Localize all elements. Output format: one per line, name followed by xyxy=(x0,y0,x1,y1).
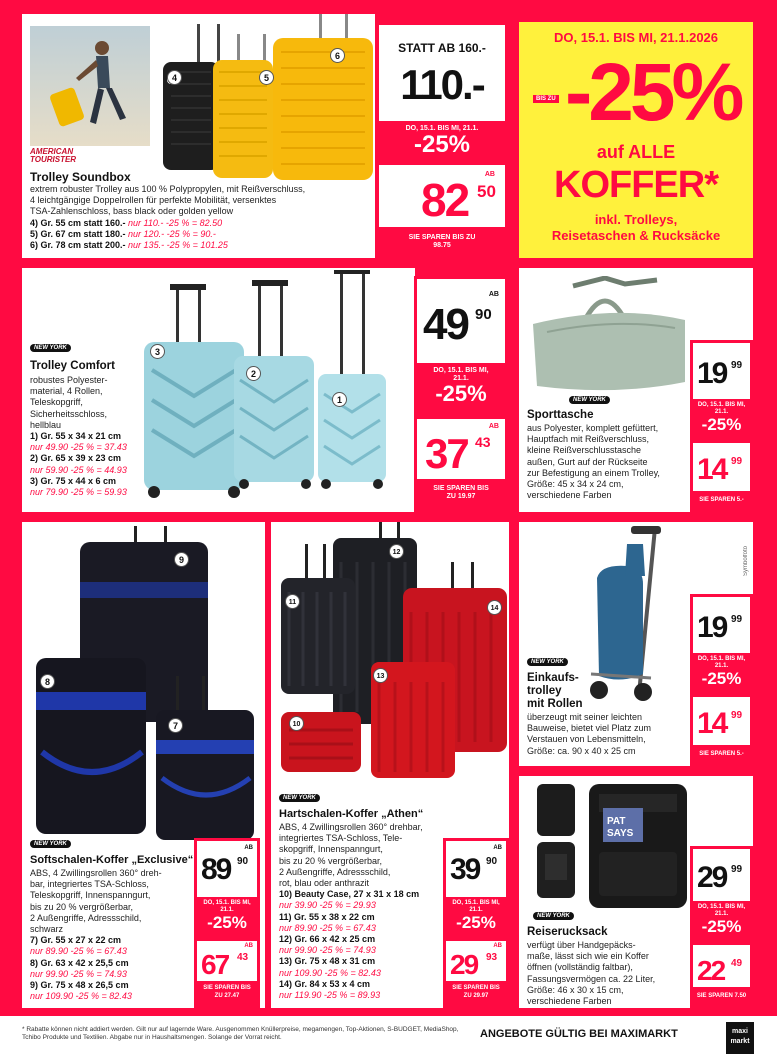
price-main: 89 xyxy=(201,853,231,886)
discount-percent: -25% xyxy=(701,669,742,688)
product-description: robustes Polyester- material, 4 Rollen, Teleskopgriff, Sicherheitsschloss, hellblau 1) Gr. 55 x 34 x 21 cm nur 49.90 -25 % = 37.43 2) Gr. 65 x 39 x 23 cm nur 59.90 -25 % = 44.93 3) Gr. 75 x 44 x 6 cm nur 79.90 -25 % = 59.93 xyxy=(30,375,127,498)
number-badge-14: 14 xyxy=(487,600,502,615)
product-description: ABS, 4 Zwillingsrollen 360° dreh- bar, integriertes TSA-Schloss, Teleskopgriff, Innenspanngurt, bis zu 20 % vergrößerbar, 2 Außengriffe, Adressschild, schwarz 7) Gr. 55 x 27 x 22 cm nur 89.90 -25 % = 67.43 8) Gr. 63 x 42 x 25,5 cm nur 99.90 -25 % = 74.93 9) Gr. 75 x 48 x 26,5 cm nur 109.90 -25 % = 82.43 xyxy=(30,868,162,1002)
price-box-reiserucksack xyxy=(690,846,753,1008)
number-badge-11: 11 xyxy=(285,594,300,609)
sale-price-block: AB 37 43 xyxy=(417,419,505,483)
discount-percent: -25% xyxy=(456,913,496,932)
price-cents: 99 xyxy=(731,614,743,625)
price-cents: 90 xyxy=(475,306,492,323)
sale-price-main: 14 xyxy=(697,707,727,740)
discount-band: DO, 15.1. BIS MI, 21.1. -25% xyxy=(693,901,750,945)
product-title: Sporttasche xyxy=(527,409,594,421)
number-badge-7: 7 xyxy=(168,718,183,733)
maximarkt-logo: maxi markt xyxy=(726,1022,754,1054)
number-badge-12: 12 xyxy=(389,544,404,559)
promo-line2: KOFFER* xyxy=(554,164,718,206)
suitcase-group-softcase-image xyxy=(28,522,264,852)
regular-price-block: AB 49 90 xyxy=(417,279,505,363)
price-main: 39 xyxy=(450,853,480,886)
patch-line2: SAYS xyxy=(607,828,634,839)
number-badge-2: 2 xyxy=(246,366,261,381)
traveler-icon xyxy=(30,26,150,146)
product-title: Softschalen-Koffer „Exclusive“ xyxy=(30,854,194,866)
discount-percent: -25% xyxy=(701,415,742,434)
sale-price-block: AB 67 43 xyxy=(197,941,257,985)
promo-line1: auf ALLE xyxy=(596,142,676,162)
price-box-comfort xyxy=(414,276,508,512)
brand-logo-new-york: NEW YORK xyxy=(30,840,71,848)
price-cents: 90 xyxy=(237,856,249,867)
price-box-soundbox xyxy=(376,22,508,258)
price-box-sporttasche xyxy=(690,340,753,512)
sale-price-main: 37 xyxy=(425,430,468,477)
sale-price-cents: 43 xyxy=(237,952,249,963)
footer-validity: ANGEBOTE GÜLTIG BEI MAXIMARKT xyxy=(480,1028,678,1040)
product-card-trolley-soundbox xyxy=(22,14,375,258)
promo-line4: Reisetaschen & Rucksäcke xyxy=(551,228,721,243)
suitcase-yellow-medium xyxy=(213,34,273,178)
sale-price-block xyxy=(693,945,750,991)
patch-line1: PAT xyxy=(607,816,626,827)
promo-line3: inkl. Trolleys, xyxy=(594,212,678,227)
product-title: Hartschalen-Koffer „Athen“ xyxy=(279,808,424,820)
savings-label: SIE SPAREN BIS ZU 29.97 xyxy=(446,981,506,1005)
regular-price-block xyxy=(693,597,750,653)
suitcase-group-hardcase-image xyxy=(275,522,509,802)
suitcase-yellow-large xyxy=(273,14,373,180)
number-badge-6: 6 xyxy=(330,48,345,63)
savings-label: SIE SPAREN 7.50 xyxy=(693,987,750,1005)
footer-bar xyxy=(0,1016,777,1062)
product-title: Trolley Soundbox xyxy=(30,170,131,184)
sale-price-main: 29 xyxy=(450,949,478,980)
discount-band: DO, 15.1. BIS MI, 21.1. -25% xyxy=(197,897,257,941)
traveler-photo xyxy=(30,26,150,146)
regular-price: 110.- xyxy=(400,61,484,108)
brand-logo-new-york: NEW YORK xyxy=(533,912,574,920)
sale-price-main: 14 xyxy=(697,453,727,486)
product-card-trolley-comfort xyxy=(22,268,415,512)
regular-price-block xyxy=(693,343,750,399)
product-description: überzeugt mit seiner leichten Bauweise, bietet viel Platz zum Verstauen von Lebensmitteln, Größe: ca. 90 x 40 x 25 cm xyxy=(527,712,652,756)
discount-band: DO, 15.1. BIS MI, 21.1. -25% xyxy=(379,121,505,165)
discount-percent: -25% xyxy=(207,913,247,932)
sale-price-cents: 93 xyxy=(486,952,498,963)
discount-band: DO, 15.1. BIS MI, 21.1. -25% xyxy=(417,363,505,419)
savings-label: SIE SPAREN 5.- xyxy=(693,745,750,763)
number-badge-4: 4 xyxy=(167,70,182,85)
suitcase-black xyxy=(163,24,220,170)
sale-price-block: AB 29 93 xyxy=(446,941,506,985)
savings-label: SIE SPAREN BIS ZU 27.47 xyxy=(197,981,257,1005)
price-box-hardcase xyxy=(443,838,509,1008)
brand-logo-new-york: NEW YORK xyxy=(569,396,610,404)
regular-price-block: AB 39 90 xyxy=(446,841,506,897)
sale-price-cents: 49 xyxy=(731,958,743,969)
savings-label: SIE SPAREN BIS ZU 19.97 xyxy=(417,479,505,509)
discount-percent: -25% xyxy=(435,381,487,406)
price-box-einkaufstrolley xyxy=(690,594,753,766)
price-main: 19 xyxy=(697,357,727,390)
product-description: extrem robuster Trolley aus 100 % Polypropylen, mit Reißverschluss, 4 leichtgängige Doppelrollen für perfekte Mobilität, versenktes TSA-Zahlenschloss, bass black oder golden yellow 4) Gr. 55 cm statt 160.- nur 110.- -25 % = 82.50 5) Gr. 67 cm statt 180.- nur 120.- -25 % = 90.- 6) Gr. 78 cm statt 200.- nur 135.- -25 % = 101.25 xyxy=(30,184,306,251)
product-title: Reiserucksack xyxy=(527,926,608,938)
discount-band: DO, 15.1. BIS MI, 21.1. -25% xyxy=(693,399,750,443)
sale-price-block xyxy=(693,697,750,747)
brand-logo-new-york: NEW YORK xyxy=(279,794,320,802)
price-main: 49 xyxy=(423,300,468,349)
number-badge-5: 5 xyxy=(259,70,274,85)
sale-price-block: AB 82 50 xyxy=(379,165,505,231)
brand-logo-new-york: NEW YORK xyxy=(527,658,568,666)
price-cents: 90 xyxy=(486,856,498,867)
footer-disclaimer: * Rabatte können nicht addiert werden. Gilt nur auf lagernde Ware. Ausgenommen Knüllerpreise, megamengen, Top-Aktionen, S-BUDGET, MediaShop, Tchibo Produkte und Textilien. Abgabe nur in Haushaltsmengen. Solange der Vorrat reicht. xyxy=(22,1026,459,1041)
discount-percent: -25% xyxy=(413,131,471,158)
sale-price-main: 82 xyxy=(421,174,469,226)
suitcase-group-comfort-image xyxy=(140,270,412,502)
sale-price-cents: 50 xyxy=(477,182,496,201)
number-badge-13: 13 xyxy=(373,668,388,683)
number-badge-10: 10 xyxy=(289,716,304,731)
statt-label: STATT AB 160.- xyxy=(398,41,486,55)
sale-price-cents: 99 xyxy=(731,710,743,721)
product-description: verfügt über Handgepäcks- maße, lässt sich wie ein Koffer öffnen (vollständig faltbar), Fassungsvermögen ca. 22 Liter, Größe: 46 x 30 x 15 cm, verschiedene Farben xyxy=(527,940,656,1007)
backpack-image xyxy=(525,780,695,910)
price-cents: 99 xyxy=(731,864,743,875)
number-badge-3: 3 xyxy=(150,344,165,359)
discount-percent: -25% xyxy=(701,917,742,936)
discount-band: DO, 15.1. BIS MI, 21.1. -25% xyxy=(446,897,506,941)
number-badge-9: 9 xyxy=(174,552,189,567)
sale-price-main: 22 xyxy=(697,955,725,986)
sale-price-cents: 99 xyxy=(731,456,743,467)
number-badge-8: 8 xyxy=(40,674,55,689)
product-title: Einkaufs- trolley mit Rollen xyxy=(527,672,583,710)
price-main: 19 xyxy=(697,611,727,644)
shopping-trolley-image xyxy=(581,524,691,704)
regular-price-block xyxy=(693,849,750,901)
suitcase-group-soundbox-image xyxy=(157,14,377,189)
promo-dates: DO, 15.1. BIS MI, 21.1.2026 xyxy=(553,30,719,45)
promo-bis-zu: BIS ZU xyxy=(533,95,559,103)
product-title: Trolley Comfort xyxy=(30,360,115,372)
savings-label: SIE SPAREN 5.- xyxy=(693,491,750,509)
savings-label: SIE SPAREN BIS ZU 98.75 xyxy=(379,227,505,255)
price-cents: 99 xyxy=(731,360,743,371)
price-main: 29 xyxy=(697,861,727,894)
symbolfoto-label: Symbolfoto xyxy=(743,546,749,577)
sale-price-block xyxy=(693,443,750,493)
promo-panel xyxy=(519,22,753,258)
product-description: ABS, 4 Zwillingsrollen 360° drehbar, integriertes TSA-Schloss, Tele- skopgriff, Innenspanngurt, bis zu 20 % vergrößerbar, 2 Außengriffe, Adressschild, rot, blau oder anthrazit 10) Beauty Case, 27 x 31 x 18 cm nur 39.90 -25 % = 29.93 11) Gr. 55 x 38 x 22 cm nur 89.90 -25 % = 67.43 12) Gr. 66 x 42 x 25 cm nur 99.90 -25 % = 74.93 13) Gr. 75 x 48 x 31 cm nur 109.90 -25 % = 82.43 14) Gr. 84 x 53 x 4 cm nur 119.90 -25 % = 89.93 xyxy=(279,822,423,1001)
discount-band: DO, 15.1. BIS MI, 21.1. -25% xyxy=(693,653,750,697)
sale-price-cents: 43 xyxy=(475,434,491,450)
price-box-softcase xyxy=(194,838,260,1008)
promo-percent: -25% xyxy=(565,47,741,138)
regular-price-block: AB 89 90 xyxy=(197,841,257,897)
brand-logo-new-york: NEW YORK xyxy=(30,344,71,352)
sale-price-main: 67 xyxy=(201,949,229,980)
brand-logo-american-tourister: AMERICAN TOURISTER xyxy=(30,147,77,164)
number-badge-1: 1 xyxy=(332,392,347,407)
regular-price-block xyxy=(379,25,505,121)
product-description: aus Polyester, komplett gefüttert, Hauptfach mit Reißverschluss, kleine Reißverschlusstasche außen, Gurt auf der Rückseite zur Befestigung an einem Trolley, Größe: 45 x 34 x 24 cm, verschiedene Farben xyxy=(527,423,660,501)
sports-bag-image xyxy=(525,276,695,396)
